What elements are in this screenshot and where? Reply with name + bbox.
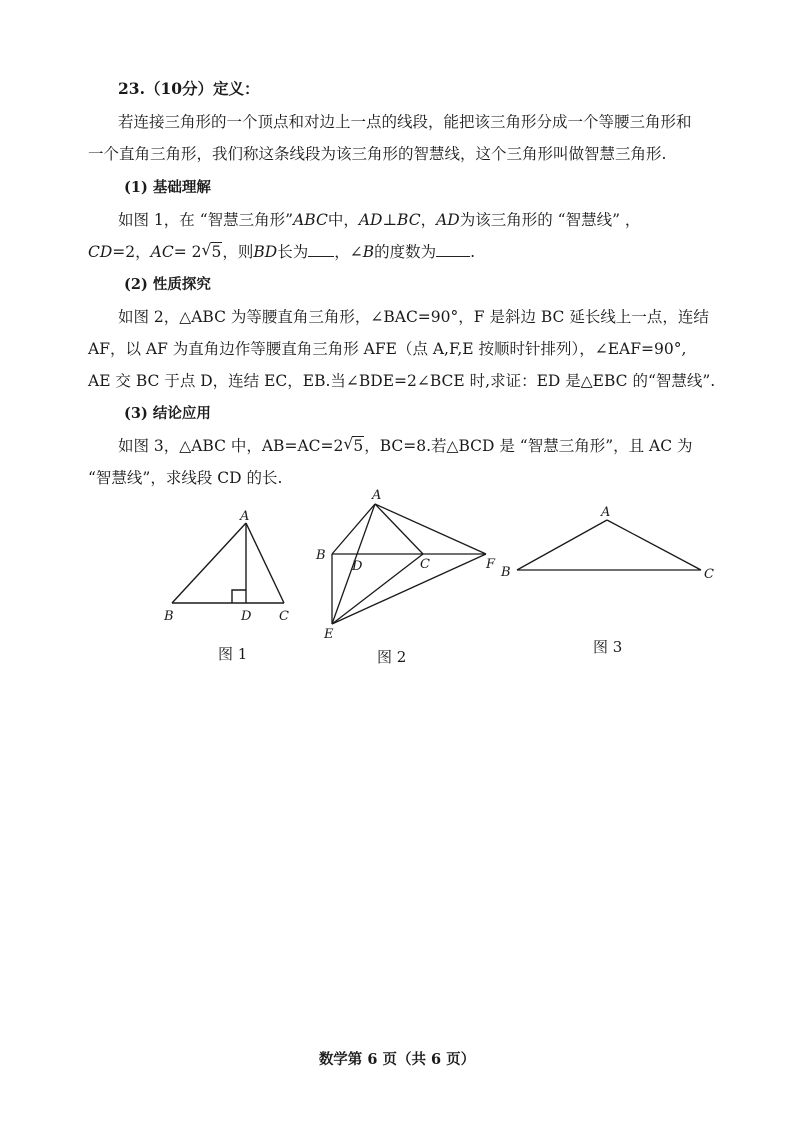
label-d: D	[352, 559, 363, 574]
part1-math: B	[362, 243, 375, 261]
part1-line-1	[118, 209, 640, 231]
sqrt-symbol: √ 5	[343, 435, 364, 455]
part1-text: ，	[420, 211, 437, 229]
answer-blank-angle-b[interactable]	[436, 242, 470, 257]
part1-text: 中，	[327, 211, 359, 229]
sqrt-radicand: 5	[353, 437, 364, 455]
figure-1-caption: 图 1	[218, 645, 248, 663]
segment-ab	[332, 504, 375, 554]
label-a: A	[601, 505, 611, 520]
part3-line-1	[118, 435, 693, 457]
segment-ac	[375, 504, 423, 554]
figure-1	[160, 505, 300, 625]
part1-text: 的度数为	[374, 243, 437, 261]
part1-math: AD	[436, 211, 460, 229]
segment-ac	[246, 523, 284, 603]
part2-line-2: AF，以 AF 为直角边作等腰直角三角形 AFE（点 A,F,E 按顺时针排列），∠EAF=90°,	[88, 340, 687, 358]
label-f: F	[486, 557, 496, 572]
definition-line-1: 若连接三角形的一个顶点和对边上一点的线段，能把该三角形分成一个等腰三角形和	[118, 113, 692, 131]
label-a: A	[372, 488, 382, 503]
figure-2	[310, 486, 510, 646]
label-b: B	[501, 565, 511, 580]
figure-2-caption: 图 2	[377, 648, 407, 666]
part1-math: AC	[150, 243, 174, 261]
segment-ab	[517, 520, 607, 570]
part1-text: =2，	[112, 243, 151, 261]
part3-title: (3) 结论应用	[124, 405, 211, 422]
label-e: E	[324, 627, 334, 642]
problem-score: （10分）	[144, 79, 214, 98]
part1-line-2	[88, 241, 475, 263]
figure-3-caption: 图 3	[593, 638, 623, 656]
label-c: C	[420, 557, 430, 572]
figure-3	[495, 500, 725, 590]
part1-text: 为该三角形的 “智慧线” ，	[459, 211, 641, 229]
part1-title: (1) 基础理解	[124, 179, 211, 196]
part3-text: 如图 3，△ABC 中，AB=AC=2	[118, 437, 344, 455]
answer-blank-bd[interactable]	[308, 242, 334, 257]
sqrt-symbol: √ 5	[201, 241, 222, 261]
label-d: D	[241, 609, 252, 624]
part1-math: ABC	[293, 211, 328, 229]
label-b: B	[316, 548, 326, 563]
right-angle-mark	[232, 590, 246, 603]
segment-ac	[607, 520, 701, 570]
part1-math: AD⊥BC	[358, 211, 421, 229]
label-c: C	[704, 567, 714, 582]
part1-math: CD	[88, 243, 113, 261]
definition-line-2: 一个直角三角形，我们称这条线段为该三角形的智慧线，这个三角形叫做智慧三角形.	[88, 145, 667, 163]
label-b: B	[164, 609, 174, 624]
problem-number: 23.	[118, 79, 145, 98]
part1-text: .	[470, 243, 476, 261]
problem-heading-text: 定义：	[213, 79, 260, 98]
page-footer: 数学第 6 页（共 6 页）	[318, 1051, 476, 1068]
part1-text: 长为	[277, 243, 309, 261]
part2-line-3: AE 交 BC 于点 D，连结 EC，EB.当∠BDE=2∠BCE 时,求证：ED 是△EBC 的“智慧线”.	[88, 372, 716, 390]
part3-line-2: “智慧线”，求线段 CD 的长.	[88, 469, 283, 487]
segment-af	[375, 504, 486, 554]
part1-text: 如图 1，在 “智慧三角形”	[118, 211, 294, 229]
sqrt-radicand: 5	[211, 243, 222, 261]
label-c: C	[279, 609, 289, 624]
part1-text: ，则	[222, 243, 254, 261]
segment-ab	[172, 523, 246, 603]
part1-text: = 2	[173, 243, 202, 261]
part3-text: ，BC=8.若△BCD 是 “智慧三角形”，且 AC 为	[364, 437, 693, 455]
part2-title: (2) 性质探究	[124, 276, 211, 293]
problem-heading	[118, 78, 260, 100]
part2-line-1: 如图 2，△ABC 为等腰直角三角形，∠BAC=90°，F 是斜边 BC 延长线上一点，连结	[118, 308, 709, 326]
label-a: A	[240, 509, 250, 524]
part1-text: ，∠	[334, 243, 363, 261]
part1-math: BD	[253, 243, 278, 261]
